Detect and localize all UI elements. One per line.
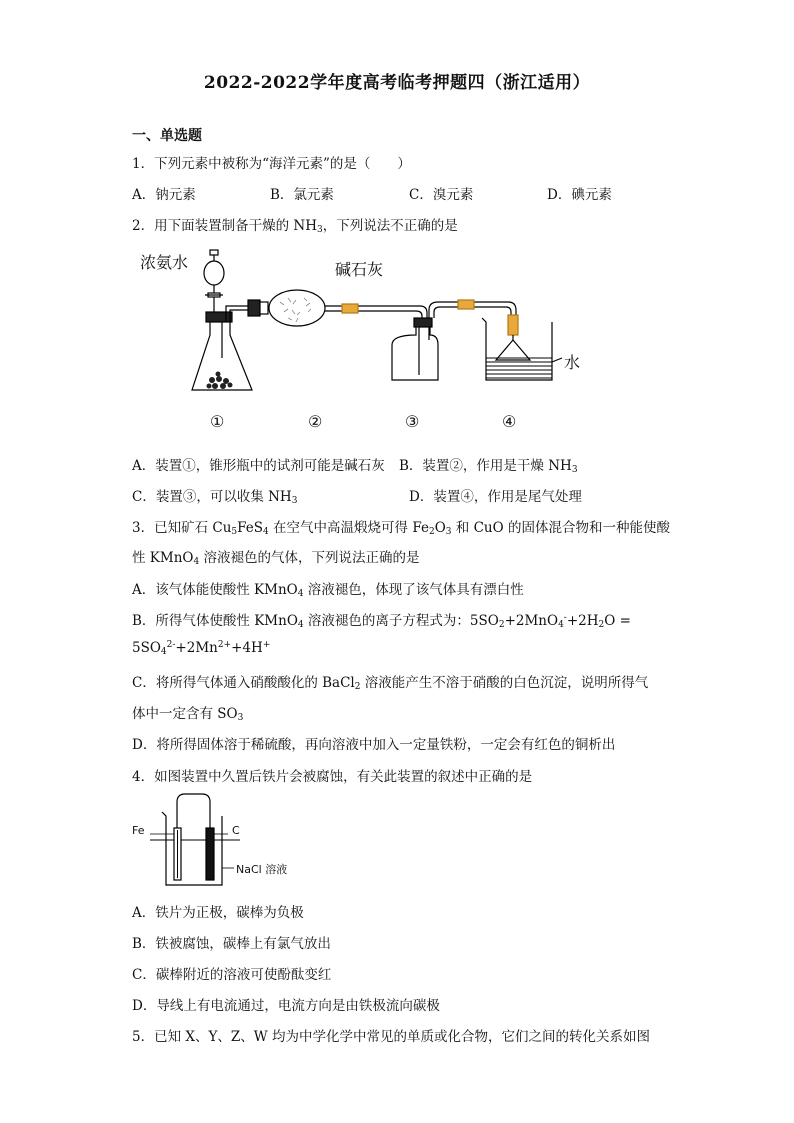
label-soda-lime: 碱石灰 (335, 260, 384, 279)
q1-option-b[interactable]: B．氯元素 (270, 187, 334, 203)
q3-stem-line2: 性 KMnO$_4$ 溶液褪色的气体，下列说法正确的是 (132, 550, 420, 567)
q1-stem: 1．下列元素中被称为“海洋元素”的是（ ） (132, 156, 411, 172)
apparatus-label-4: ④ (502, 412, 517, 431)
q3-option-b-line2[interactable]: $5SO_4^{2-}+2Mn^{2+}+4H^+$ (132, 640, 271, 657)
q4-option-d[interactable]: D．导线上有电流通过，电流方向是由铁极流向碳极 (132, 998, 440, 1014)
inverted-funnel-icon (496, 340, 530, 360)
label-concentrated-ammonia: 浓氨水 (140, 253, 189, 272)
label-nacl-solution: NaCl 溶液 (236, 863, 288, 876)
label-water: 水 (564, 353, 581, 372)
q3-option-a[interactable]: A．该气体能使酸性 KMnO$_4$ 溶液褪色，体现了该气体具有漂白性 (132, 582, 524, 599)
apparatus-label-1: ① (210, 412, 225, 431)
wire-icon (177, 794, 210, 830)
q2-stem: 2．用下面装置制备干燥的 $NH_3$，下列说法不正确的是 (132, 218, 458, 235)
q3-option-d[interactable]: D．将所得固体溶于稀硫酸，再向溶液中加入一定量铁粉，一定会有红色的铜析出 (132, 737, 616, 753)
label-c: C (232, 824, 240, 837)
q3-option-b-line1[interactable]: B．所得气体使酸性 KMnO$_4$ 溶液褪色的离子方程式为：$5SO_2+2MnO_4^-+2H_2O$ = (132, 613, 631, 630)
apparatus-label-2: ② (308, 412, 323, 431)
apparatus-label-3: ③ (405, 412, 420, 431)
q1-option-c[interactable]: C．溴元素 (409, 187, 474, 203)
ammonia-apparatus-diagram (130, 240, 580, 400)
q4-option-a[interactable]: A．铁片为正极，碳棒为负极 (132, 905, 304, 921)
q2-option-c[interactable]: C．装置③，可以收集 $NH_3$ (132, 489, 298, 506)
q3-option-c-line2[interactable]: 体中一定含有 $SO_3$ (132, 706, 244, 723)
q3-stem-line1: 3．已知矿石 $Cu_5FeS_4$ 在空气中高温煅烧可得 $Fe_2O_3$ 和 CuO 的固体混合物和一种能使酸 (132, 520, 670, 537)
label-fe: Fe (132, 824, 145, 837)
q4-stem: 4．如图装置中久置后铁片会被腐蚀，有关此装置的叙述中正确的是 (132, 769, 533, 785)
q1-option-a[interactable]: A．钠元素 (132, 187, 196, 203)
page-title: 2022-2022学年度高考临考押题四（浙江适用） (203, 73, 591, 93)
separatory-funnel-icon (204, 261, 224, 285)
collection-bottle-icon (392, 327, 438, 380)
q2-option-b[interactable]: B．装置②，作用是干燥 $NH_3$ (399, 458, 578, 475)
q4-option-c[interactable]: C．碳棒附近的溶液可使酚酞变红 (132, 967, 332, 983)
carbon-electrode-icon (206, 828, 214, 880)
q3-option-c-line1[interactable]: C．将所得气体通入硝酸酸化的 BaCl$_2$ 溶液能产生不溶于硝酸的白色沉淀，说明所得气 (132, 675, 649, 692)
q4-option-b[interactable]: B．铁被腐蚀，碳棒上有氯气放出 (132, 936, 331, 952)
q1-option-d[interactable]: D．碘元素 (547, 187, 612, 203)
q5-stem: 5．已知 X、Y、Z、W 均为中学化学中常见的单质或化合物，它们之间的转化关系如图 (132, 1029, 650, 1045)
q2-option-d[interactable]: D．装置④，作用是尾气处理 (409, 489, 582, 505)
section-heading: 一、单选题 (132, 128, 202, 144)
q2-option-a[interactable]: A．装置①，锥形瓶中的试剂可能是碱石灰 (132, 458, 385, 474)
